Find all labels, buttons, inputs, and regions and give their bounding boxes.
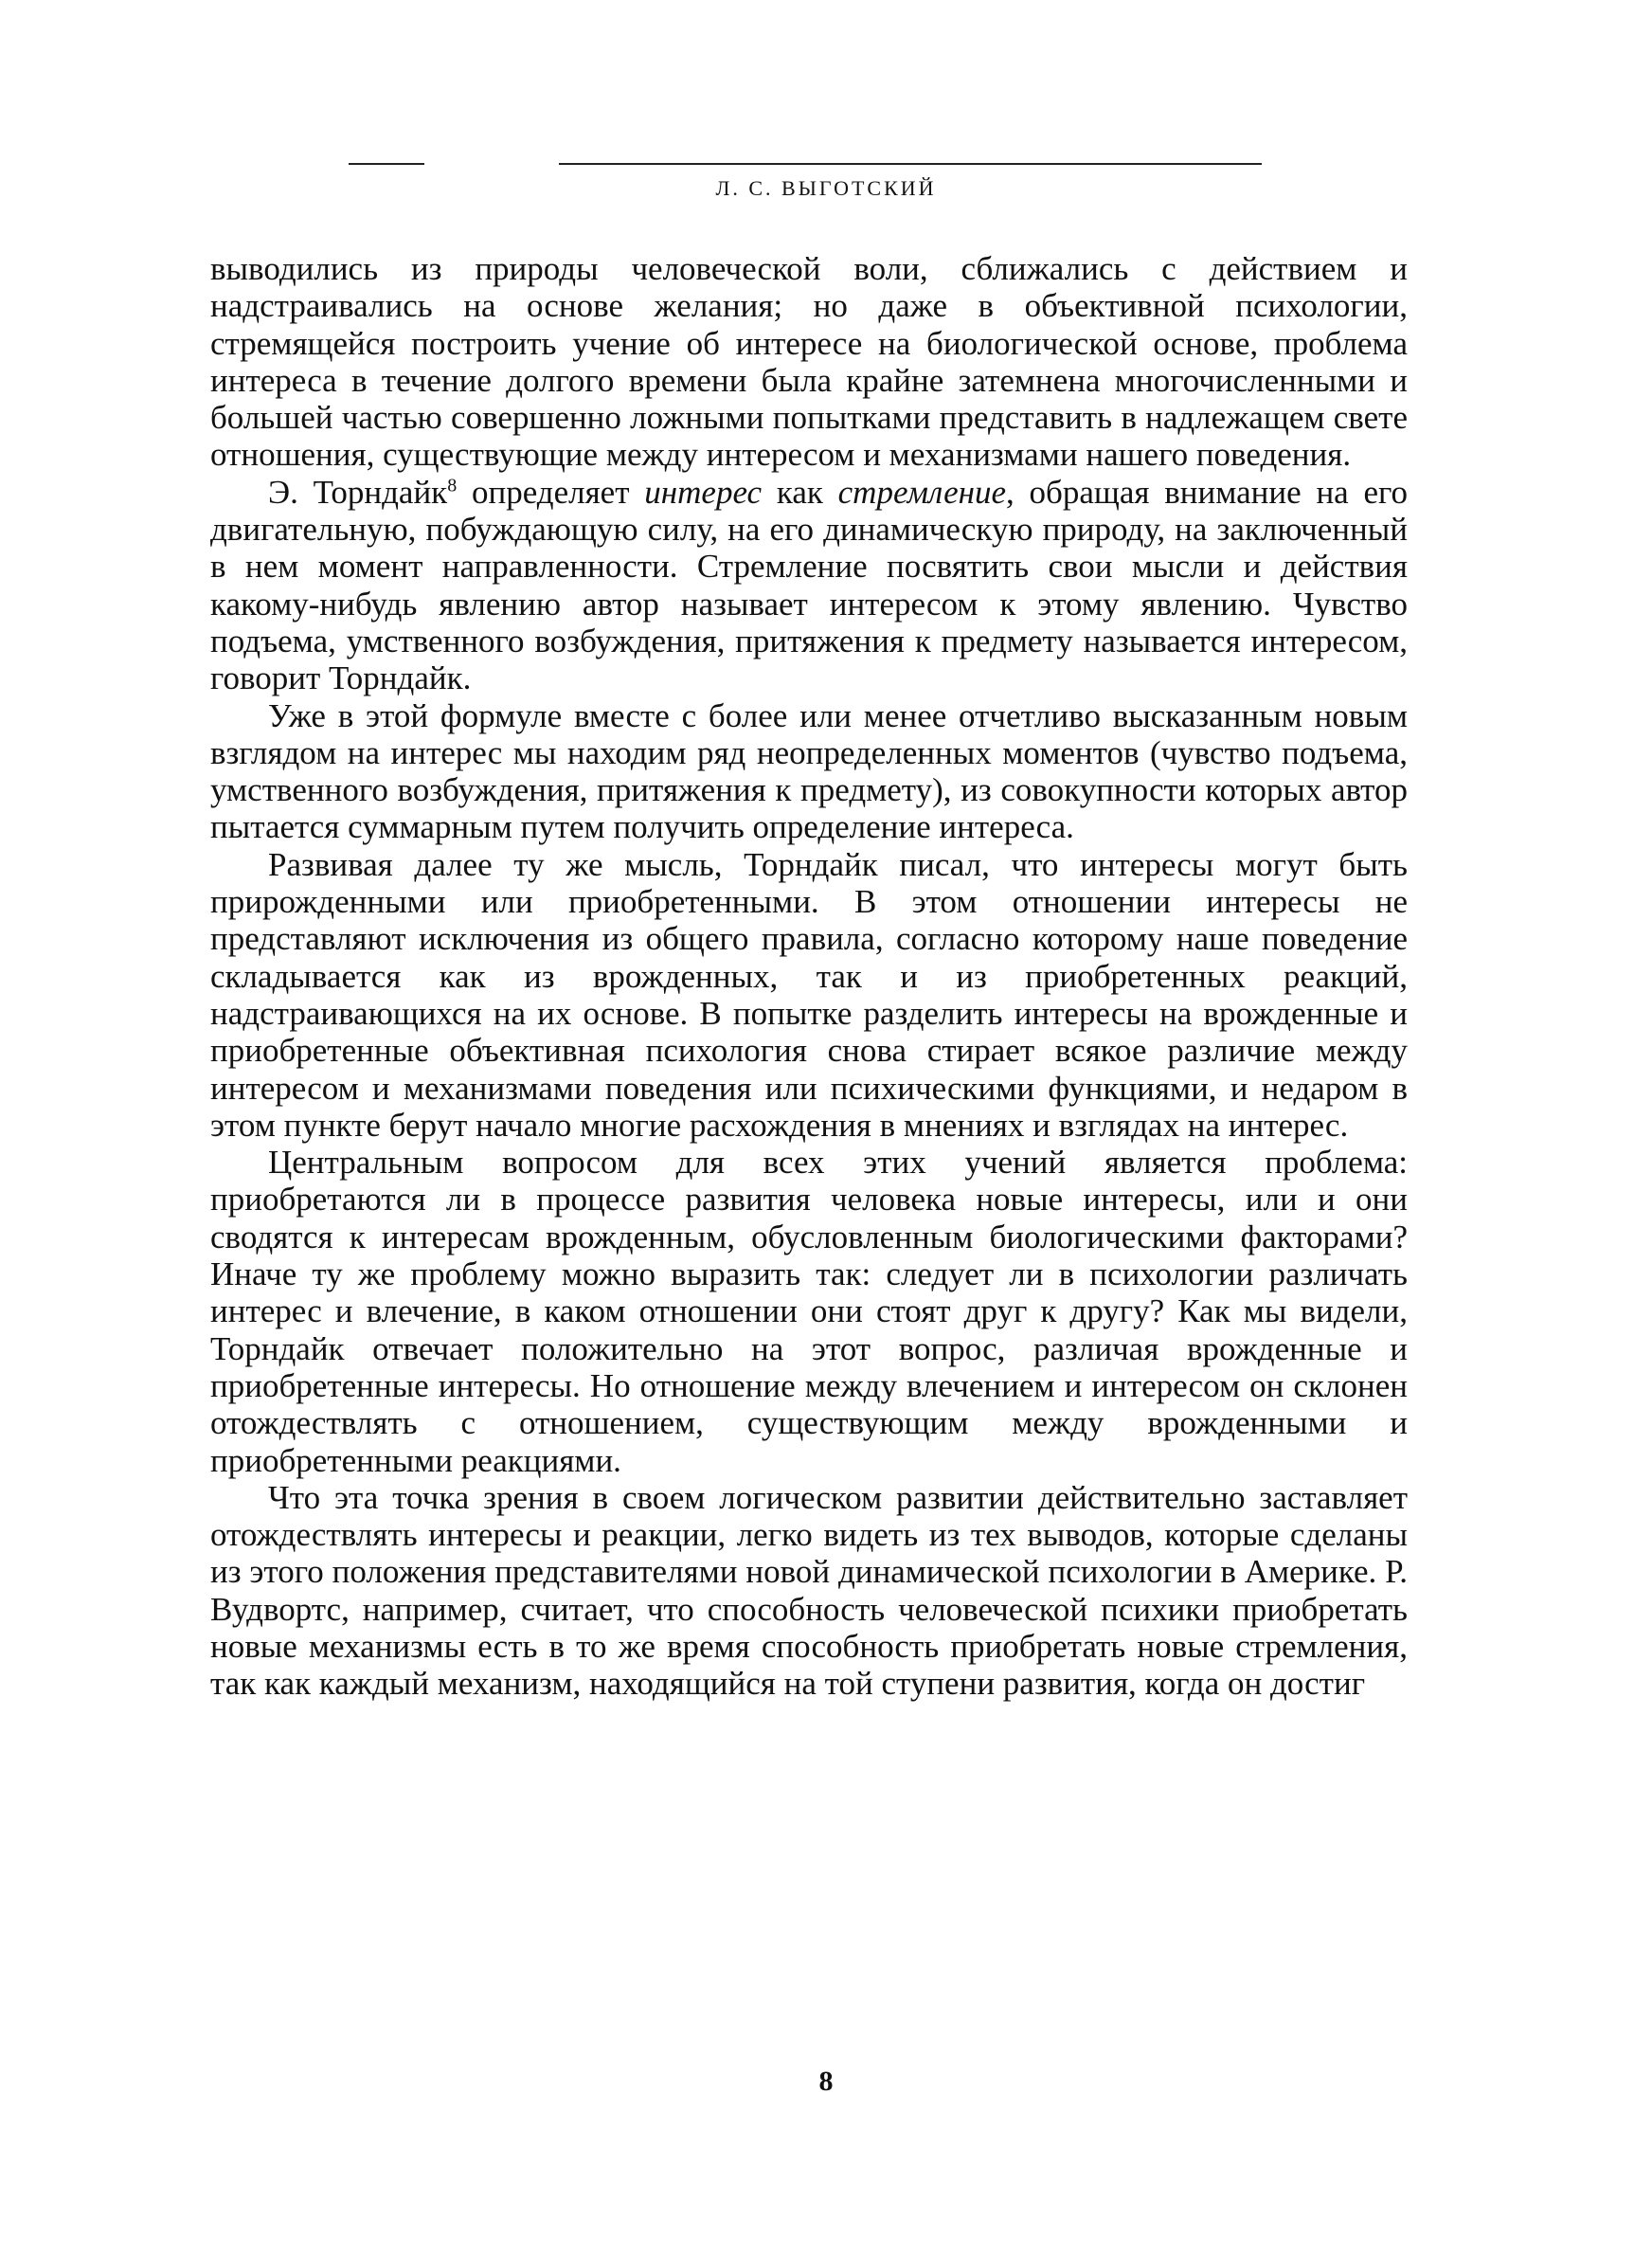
paragraph-3: Уже в этой формуле вместе с более или менее отчетливо высказанным новым взглядом на интерес мы находим ряд неопределенных моментов (чувство подъема, умственного возбуждения, притяжения к предмету), из совокупности которых автор пытается суммарным путем получить определение интереса. (210, 696, 1408, 846)
header-rule-right (559, 163, 1262, 165)
paragraph-2: Э. Торндайк$^8$ определяет интерес как стремление, обращая внимание на его двигательную, побуждающую силу, на его динамическую природу, на заключенный в нем момент направленности. Стремление посвятить свои мысли и действия какому-нибудь явлению автор называет интересом к этому явлению. Чувство подъема, умственного возбуждения, притяжения к предмету называется интересом, говорит Торндайк. (210, 473, 1409, 697)
paragraph-4: Развивая далее ту же мысль, Торндайк писал, что интересы могут быть прирожденными или приобретенными. В этом отношении интересы не представляют исключения из общего правила, согласно которому наше поведение складывается как из врожденных, так и из приобретенных реакций, надстраивающихся на их основе. В попытке разделить интересы на врожденные и приобретенные объективная психология снова стирает всякое различие между интересом и механизмами поведения или психическими функциями, и недаром в этом пункте берут начало многие расхождения в мнениях и взглядах на интерес. (210, 845, 1408, 1144)
author-name: Э. Торндайк (268, 473, 448, 511)
paragraph-1: выводились из природы человеческой воли, сближались с действием и надстраивались на основе желания; но даже в объективной психологии, стремящейся построить учение об интересе на биологической основе, проблема интереса в течение долгого времени была крайне затемнена многочисленными и большей частью совершенно ложными попытками представить в надлежащем свете отношения, существующие между интересом и механизмами нашего поведения. (210, 250, 1408, 474)
paragraph-5: Центральным вопросом для всех этих учений является проблема: приобретаются ли в процессе развития человека новые интересы, или и они сводятся к интересам врожденным, обусловленным биологическими факторами? Иначе ту же проблему можно выразить так: следует ли в психологии различать интерес и влечение, в каком отношении они стоят друг к другу? Как мы видели, Торндайк отвечает положительно на этот вопрос, различая врожденные и приобретенные интересы. Но отношение между влечением и интересом он склонен отождествлять с отношением, существующим между врожденными и приобретенными реакциями. (210, 1144, 1408, 1479)
page-number: 8 (818, 2066, 834, 2097)
paragraph-6: Что эта точка зрения в своем логическом развитии действительно заставляет отождествлять интересы и реакции, легко видеть из тех выводов, которые сделаны из этого положения представителями новой динамической психологии в Америке. Р. Вудвортс, например, считает, что способность человеческой психики приобретать новые механизмы есть в то же время способность приобретать новые стремления, так как каждый механизм, находящийся на той ступени развития, когда он достиг (210, 1478, 1408, 1703)
main-text (210, 250, 1408, 1703)
footnote-ref: 8 (447, 475, 458, 497)
running-head: Л. С. ВЫГОТСКИЙ (715, 176, 937, 200)
term-striving: стремление (837, 473, 1007, 511)
header-rule-left (349, 163, 424, 165)
term-interest: интерес (644, 473, 763, 511)
